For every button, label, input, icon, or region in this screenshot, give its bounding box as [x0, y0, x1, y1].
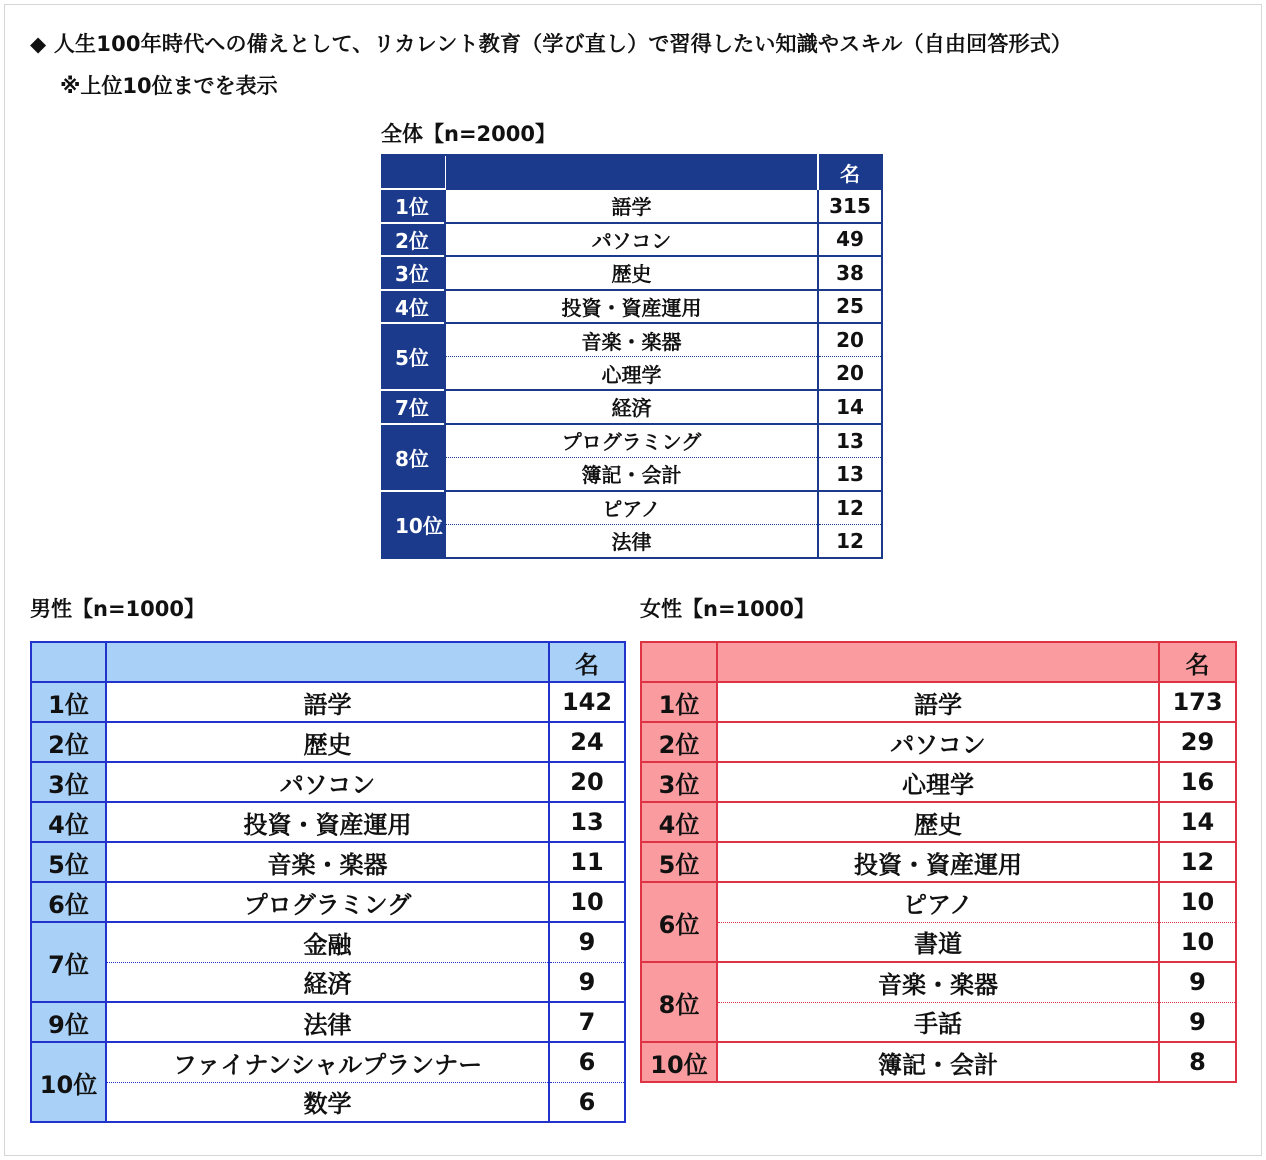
male-caption: 男性【n=1000】	[30, 597, 205, 621]
rank-cell: 10位	[641, 1042, 717, 1082]
item-cell: パソコン	[445, 223, 818, 257]
rank-cell: 2位	[31, 722, 106, 762]
rank-cell: 5位	[31, 842, 106, 882]
count-cell: 9	[549, 962, 625, 1002]
table-row	[641, 1002, 1236, 1042]
table-row	[382, 524, 882, 558]
item-cell: ピアノ	[445, 491, 818, 525]
table-row	[31, 842, 625, 882]
table-row	[31, 1082, 625, 1122]
count-cell: 7	[549, 1002, 625, 1042]
count-cell: 49	[818, 223, 882, 257]
male-header-row	[31, 642, 625, 682]
table-row	[641, 722, 1236, 762]
count-cell: 24	[549, 722, 625, 762]
table-row	[31, 1002, 625, 1042]
count-header: 名	[818, 155, 882, 189]
rank-cell: 7位	[382, 390, 445, 424]
table-row	[31, 922, 625, 962]
rank-cell: 5位	[382, 323, 445, 390]
count-cell: 20	[549, 762, 625, 802]
rank-cell: 9位	[31, 1002, 106, 1042]
rank-cell: 4位	[31, 802, 106, 842]
overall-header-row	[382, 155, 882, 189]
count-cell: 14	[1159, 802, 1236, 842]
table-row	[641, 802, 1236, 842]
table-row	[382, 256, 882, 290]
count-cell: 10	[549, 882, 625, 922]
table-row	[31, 882, 625, 922]
count-cell: 10	[1159, 922, 1236, 962]
female-ranking-table	[640, 641, 1237, 1083]
item-header	[717, 642, 1159, 682]
table-row	[382, 390, 882, 424]
item-cell: 心理学	[717, 762, 1159, 802]
count-cell: 6	[549, 1042, 625, 1082]
rank-cell: 6位	[31, 882, 106, 922]
table-row	[31, 762, 625, 802]
rank-cell: 4位	[382, 290, 445, 324]
count-cell: 14	[818, 390, 882, 424]
table-row	[641, 682, 1236, 722]
item-cell: 金融	[106, 922, 549, 962]
count-cell: 13	[549, 802, 625, 842]
count-cell: 16	[1159, 762, 1236, 802]
rank-cell: 10位	[31, 1042, 106, 1122]
item-cell: ファイナンシャルプランナー	[106, 1042, 549, 1082]
item-cell: 歴史	[106, 722, 549, 762]
table-row	[382, 189, 882, 223]
rank-cell: 2位	[382, 223, 445, 257]
table-row	[382, 290, 882, 324]
count-cell: 12	[818, 491, 882, 525]
item-cell: 数学	[106, 1082, 549, 1122]
table-row	[641, 962, 1236, 1002]
overall-caption: 全体【n=2000】	[381, 122, 556, 146]
table-row	[641, 922, 1236, 962]
rank-cell: 8位	[382, 424, 445, 491]
table-row	[382, 424, 882, 458]
table-row	[641, 882, 1236, 922]
item-cell: 音楽・楽器	[106, 842, 549, 882]
count-cell: 29	[1159, 722, 1236, 762]
count-cell: 9	[1159, 962, 1236, 1002]
item-cell: 書道	[717, 922, 1159, 962]
item-cell: 歴史	[445, 256, 818, 290]
table-row	[641, 1042, 1236, 1082]
table-row	[641, 842, 1236, 882]
rank-cell: 6位	[641, 882, 717, 962]
count-cell: 25	[818, 290, 882, 324]
item-cell: 経済	[445, 390, 818, 424]
item-header	[106, 642, 549, 682]
female-caption: 女性【n=1000】	[640, 597, 815, 621]
rank-cell: 10位	[382, 491, 445, 558]
count-cell: 9	[1159, 1002, 1236, 1042]
rank-cell: 1位	[641, 682, 717, 722]
item-cell: パソコン	[717, 722, 1159, 762]
item-cell: 投資・資産運用	[717, 842, 1159, 882]
table-row	[382, 457, 882, 491]
item-cell: 手話	[717, 1002, 1159, 1042]
rank-cell: 7位	[31, 922, 106, 1002]
item-cell: プログラミング	[445, 424, 818, 458]
count-cell: 13	[818, 424, 882, 458]
count-cell: 10	[1159, 882, 1236, 922]
overall-ranking-table	[381, 154, 883, 559]
item-header	[445, 155, 818, 189]
table-row	[31, 682, 625, 722]
item-cell: 法律	[445, 524, 818, 558]
rank-cell: 3位	[31, 762, 106, 802]
count-cell: 20	[818, 357, 882, 391]
rank-header	[641, 642, 717, 682]
rank-cell: 2位	[641, 722, 717, 762]
count-cell: 9	[549, 922, 625, 962]
count-cell: 20	[818, 323, 882, 357]
rank-cell: 8位	[641, 962, 717, 1042]
table-row	[382, 357, 882, 391]
item-cell: 投資・資産運用	[106, 802, 549, 842]
rank-cell: 1位	[382, 189, 445, 223]
count-cell: 11	[549, 842, 625, 882]
item-cell: 投資・資産運用	[445, 290, 818, 324]
item-cell: 語学	[717, 682, 1159, 722]
table-row	[31, 962, 625, 1002]
table-row	[31, 722, 625, 762]
item-cell: 簿記・会計	[445, 457, 818, 491]
item-cell: 語学	[445, 189, 818, 223]
table-row	[31, 1042, 625, 1082]
rank-cell: 5位	[641, 842, 717, 882]
table-row	[31, 802, 625, 842]
count-header: 名	[1159, 642, 1236, 682]
rank-header	[382, 155, 445, 189]
figure-note: ※上位10位までを表示	[60, 74, 278, 98]
item-cell: ピアノ	[717, 882, 1159, 922]
count-cell: 6	[549, 1082, 625, 1122]
item-cell: 経済	[106, 962, 549, 1002]
item-cell: 語学	[106, 682, 549, 722]
count-cell: 315	[818, 189, 882, 223]
item-cell: 簿記・会計	[717, 1042, 1159, 1082]
item-cell: 音楽・楽器	[717, 962, 1159, 1002]
count-cell: 8	[1159, 1042, 1236, 1082]
count-header: 名	[549, 642, 625, 682]
table-row	[641, 762, 1236, 802]
rank-header	[31, 642, 106, 682]
count-cell: 173	[1159, 682, 1236, 722]
count-cell: 12	[1159, 842, 1236, 882]
count-cell: 13	[818, 457, 882, 491]
table-row	[382, 323, 882, 357]
rank-cell: 1位	[31, 682, 106, 722]
table-row	[382, 223, 882, 257]
count-cell: 38	[818, 256, 882, 290]
rank-cell: 3位	[382, 256, 445, 290]
item-cell: 法律	[106, 1002, 549, 1042]
male-ranking-table	[30, 641, 626, 1123]
item-cell: 心理学	[445, 357, 818, 391]
female-header-row	[641, 642, 1236, 682]
rank-cell: 4位	[641, 802, 717, 842]
rank-cell: 3位	[641, 762, 717, 802]
item-cell: パソコン	[106, 762, 549, 802]
item-cell: 歴史	[717, 802, 1159, 842]
item-cell: 音楽・楽器	[445, 323, 818, 357]
table-row	[382, 491, 882, 525]
count-cell: 142	[549, 682, 625, 722]
count-cell: 12	[818, 524, 882, 558]
figure-title: ◆ 人生100年時代への備えとして、リカレント教育（学び直し）で習得したい知識やスキル（自由回答形式）	[30, 32, 1073, 56]
item-cell: プログラミング	[106, 882, 549, 922]
